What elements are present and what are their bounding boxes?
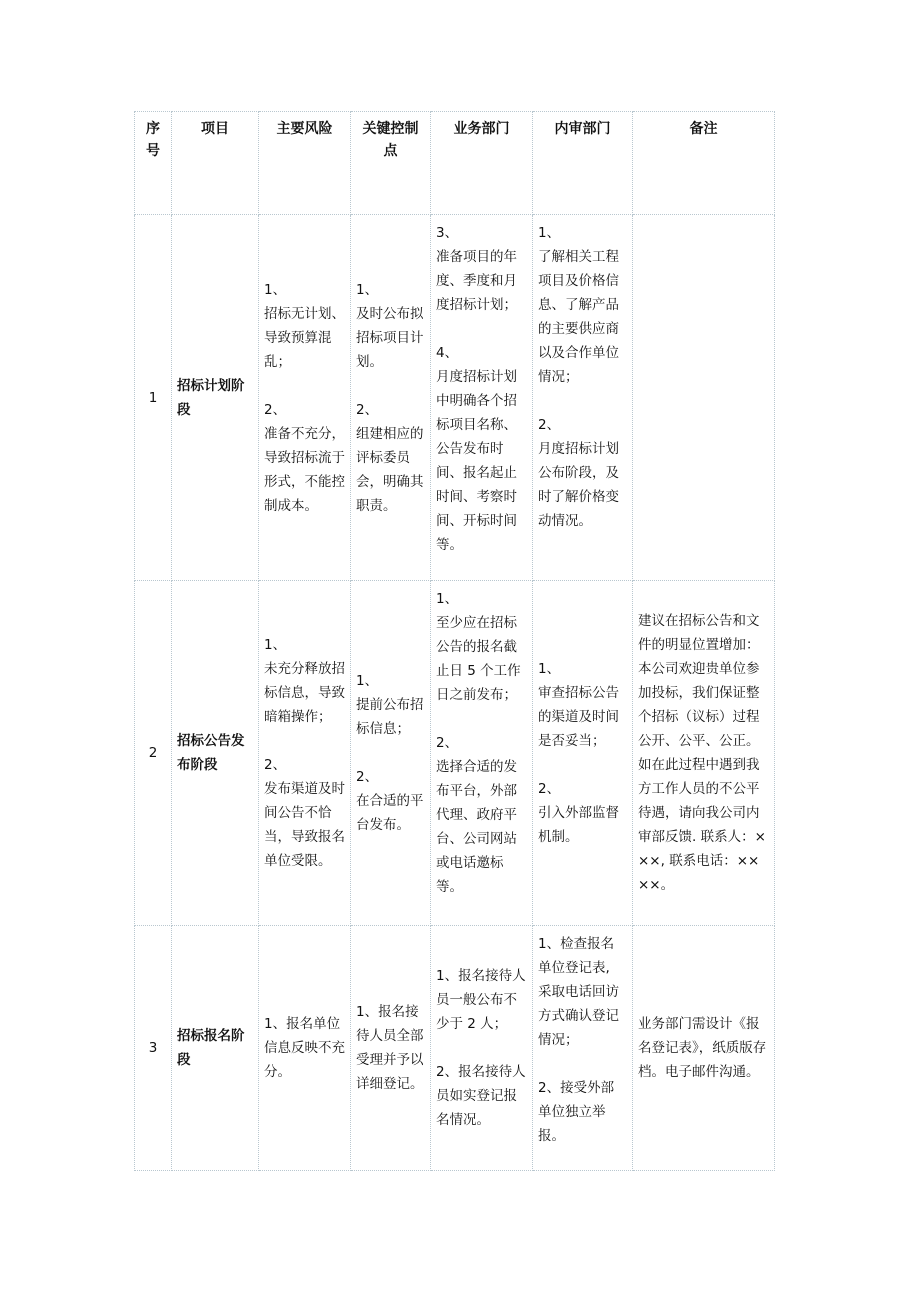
risk-entry: 2、 准备不充分，导致招标流于形式，不能控制成本。 [264,401,345,514]
remark-cell [633,215,775,581]
header-cell: 业务部门 [431,112,533,215]
header-cell: 主要风险 [259,112,351,215]
remark-cell: 业务部门需设计《报名登记表》，纸质版存档。电子邮件沟通。 [633,926,775,1171]
item-name: 招标计划阶段 [172,215,259,581]
business-entry: 2、报名接待人员如实登记报名情况。 [436,1064,526,1128]
risk-entry: 1、报名单位信息反映不充分。 [264,1016,345,1080]
table-row [135,926,775,1171]
risk-entry: 2、 发布渠道及时间公告不恰当，导致报名单位受限。 [264,757,345,869]
audit-entry: 1、检查报名单位登记表, 采取电话回访方式确认登记情况； [538,936,619,1048]
row-number: 2 [135,581,172,926]
risk-cell [259,581,351,926]
control-entry: 2、 组建相应的评标委员会，明确其职责。 [356,401,424,514]
risk-cell [259,926,351,1171]
business-cell [431,926,533,1171]
control-entry: 1、 及时公布拟招标项目计划。 [356,281,424,370]
control-cell [351,926,431,1171]
control-entry: 1、报名接待人员全部受理并予以详细登记。 [356,1004,424,1092]
business-entry: 1、 至少应在招标公告的报名截止日 5 个工作日之前发布； [436,591,521,703]
business-entry: 4、 月度招标计划中明确各个招标项目名称、公告发布时间、报名起止时间、考察时间、开标时间等。 [436,345,517,553]
business-entry: 1、报名接待人员一般公布不少于 2 人； [436,968,526,1032]
header-cell: 项目 [172,112,259,215]
risk-cell [259,215,351,581]
table-row [135,215,775,581]
table-row [135,581,775,926]
header-cell: 内审部门 [533,112,633,215]
audit-entry: 2、 月度招标计划公布阶段，及时了解价格变动情况。 [538,417,619,529]
audit-cell [533,215,633,581]
header-cell: 关键控制点 [351,112,431,215]
audit-cell [533,926,633,1171]
audit-entry: 2、接受外部单位独立举报。 [538,1080,615,1144]
audit-cell [533,581,633,926]
risk-entry: 1、 未充分释放招标信息，导致暗箱操作； [264,637,345,725]
item-name: 招标公告发布阶段 [172,581,259,926]
business-entry: 3、 准备项目的年度、季度和月度招标计划； [436,225,517,313]
risk-control-table [134,111,775,1171]
audit-entry: 2、 引入外部监督机制。 [538,781,619,845]
business-cell [431,215,533,581]
business-cell [431,581,533,926]
control-cell [351,581,431,926]
audit-entry: 1、 审查招标公告的渠道及时间是否妥当； [538,661,619,749]
control-entry: 1、 提前公布招标信息； [356,673,424,737]
item-name: 招标报名阶段 [172,926,259,1171]
audit-entry: 1、 了解相关工程项目及价格信息、了解产品的主要供应商以及合作单位情况； [538,225,619,385]
table-body [135,215,775,1171]
remark-cell: 建议在招标公告和文件的明显位置增加：本公司欢迎贵单位参加投标，我们保证整个招标（议标）过程公开、公平、公正。如在此过程中遇到我方工作人员的不公平待遇，请向我公司内审部反馈. 联系人：×××, 联系电话：××××。 [633,581,775,926]
business-entry: 2、 选择合适的发布平台，外部代理、政府平台、公司网站或电话邀标等。 [436,735,517,895]
control-cell [351,215,431,581]
header-row [135,112,775,215]
row-number: 1 [135,215,172,581]
risk-entry: 1、 招标无计划、导致预算混乱； [264,281,345,370]
header-cell: 序号 [135,112,172,215]
control-entry: 2、 在合适的平台发布。 [356,769,424,833]
header-cell: 备注 [633,112,775,215]
row-number: 3 [135,926,172,1171]
